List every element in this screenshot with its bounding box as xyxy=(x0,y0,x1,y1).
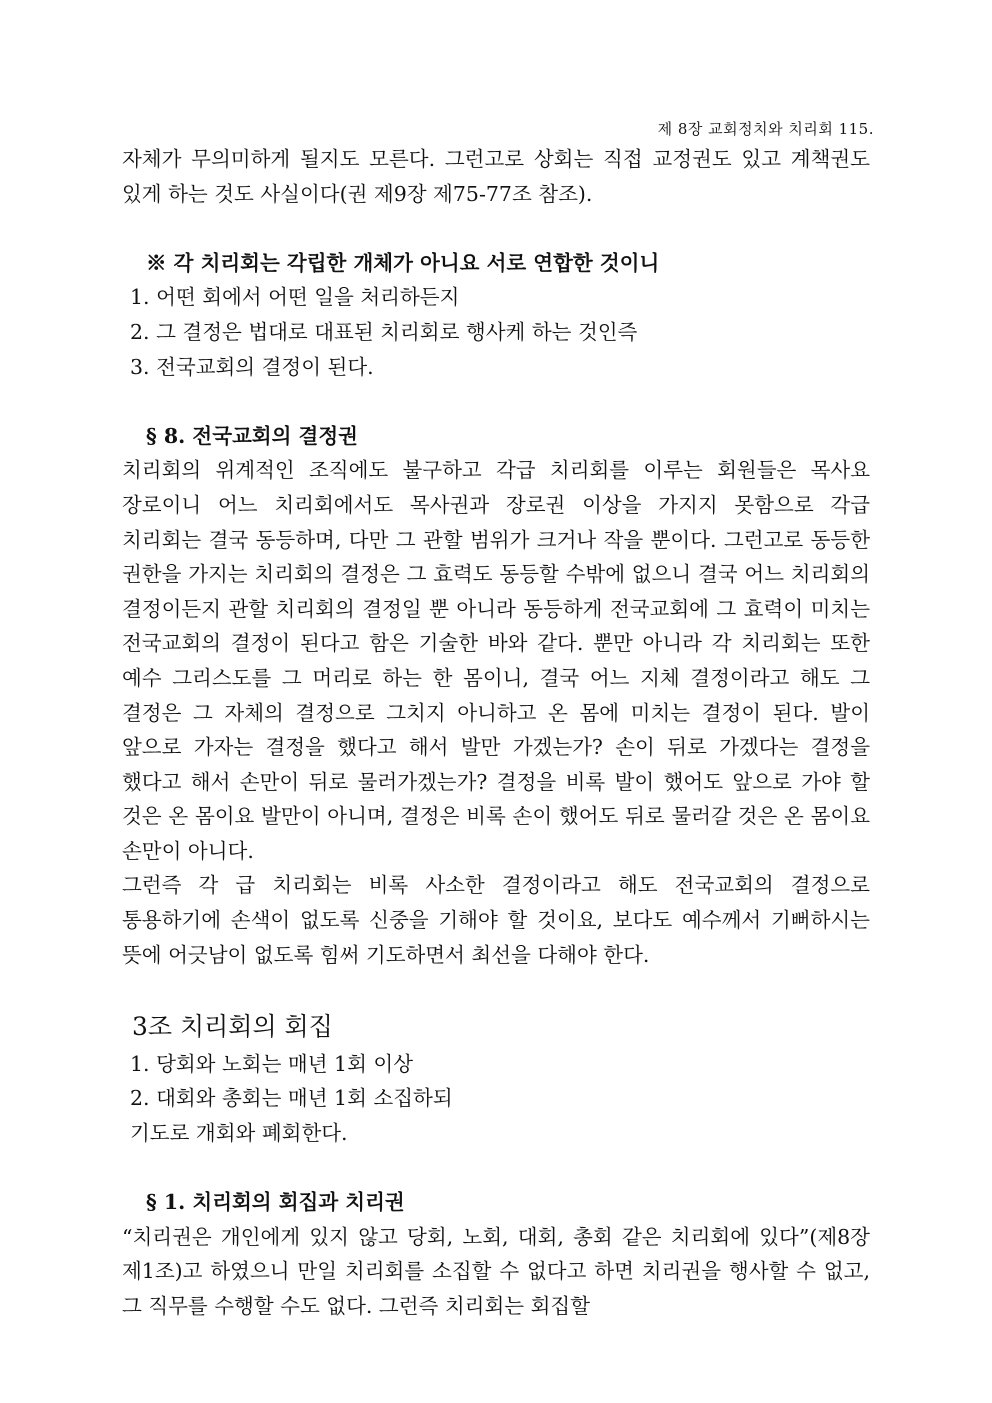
section-8-heading: § 8. 전국교회의 결정권 xyxy=(146,423,358,448)
note-heading: ※ 각 치리회는 각립한 개체가 아니요 서로 연합한 것이니 xyxy=(146,250,660,275)
article-3-item-3: 기도로 개회와 폐회한다. xyxy=(130,1121,348,1146)
spacer xyxy=(122,972,870,1007)
note-item-1: 1. 어떤 회에서 어떤 일을 처리하든지 xyxy=(130,285,460,310)
intro-paragraph: 자체가 무의미하게 될지도 모른다. 그런고로 상회는 직접 교정권도 있고 계책권도 있게 하는 것도 사실이다(권 제9장 제75-77조 참조). xyxy=(122,147,870,206)
page-body xyxy=(122,142,870,1324)
spacer xyxy=(122,1151,870,1186)
article-3-item-2: 2. 대회와 총회는 매년 1회 소집하되 xyxy=(130,1086,453,1111)
section-1-paragraph: “치리권은 개인에게 있지 않고 당회, 노회, 대회, 총회 같은 치리회에 있다”(제8장 제1조)고 하였으니 만일 치리회를 소집할 수 없다고 하면 치리권을 행사할 수 없고, 그 직무를 수행할 수도 없다. 그런즉 치리회는 회집할 xyxy=(122,1224,870,1318)
section-1-heading: § 1. 치리회의 회집과 치리권 xyxy=(146,1190,405,1215)
section-8-paragraph-1: 치리회의 위계적인 조직에도 불구하고 각급 치리회를 이루는 회원들은 목사요 장로이니 어느 치리회에서도 목사권과 장로권 이상을 가지지 못함으로 각급 치리회는 결국 동등하며, 다만 그 관할 범위가 크거나 작을 뿐이다. 그런고로 동등한 권한을 가지는 치리회의 결정은 그 효력도 동등할 수밖에 없으니 결국 어느 치리회의 결정이든지 관할 치리회의 결정일 뿐 아니라 동등하게 전국교회에 그 효력이 미치는 전국교회의 결정이 된다고 함은 기술한 바와 같다. 뿐만 아니라 각 치리회는 또한 예수 그리스도를 그 머리로 하는 한 몸이니, 결국 어느 지체 결정이라고 해도 그 결정은 그 자체의 결정으로 그치지 아니하고 온 몸에 미치는 결정이 된다. 발이 앞으로 가자는 결정을 했다고 해서 발만 가겠는가? 손이 뒤로 가겠다는 결정을 했다고 해서 손만이 뒤로 물러가겠는가? 결정을 비록 발이 했어도 앞으로 가야 할 것은 온 몸이요 발만이 아니며, 결정은 비록 손이 했어도 뒤로 물러갈 것은 온 몸이요 손만이 아니다. xyxy=(122,458,870,863)
spacer xyxy=(122,384,870,419)
section-8-paragraph-2: 그런즉 각 급 치리회는 비록 사소한 결정이라고 해도 전국교회의 결정으로 통용하기에 손색이 없도록 신중을 기해야 할 것이요, 보다도 예수께서 기뻐하시는 뜻에 어긋남이 없도록 힘써 기도하면서 최선을 다해야 한다. xyxy=(122,873,870,967)
article-3-item-1: 1. 당회와 노회는 매년 1회 이상 xyxy=(130,1051,414,1076)
article-3-heading: 3조 치리회의 회집 xyxy=(132,1011,333,1041)
spacer xyxy=(122,211,870,246)
note-item-2: 2. 그 결정은 법대로 대표된 치리회로 행사케 하는 것인즉 xyxy=(130,319,638,344)
note-item-3: 3. 전국교회의 결정이 된다. xyxy=(130,354,374,379)
running-head: 제 8장 교회정치와 치리회 115. xyxy=(657,120,874,138)
